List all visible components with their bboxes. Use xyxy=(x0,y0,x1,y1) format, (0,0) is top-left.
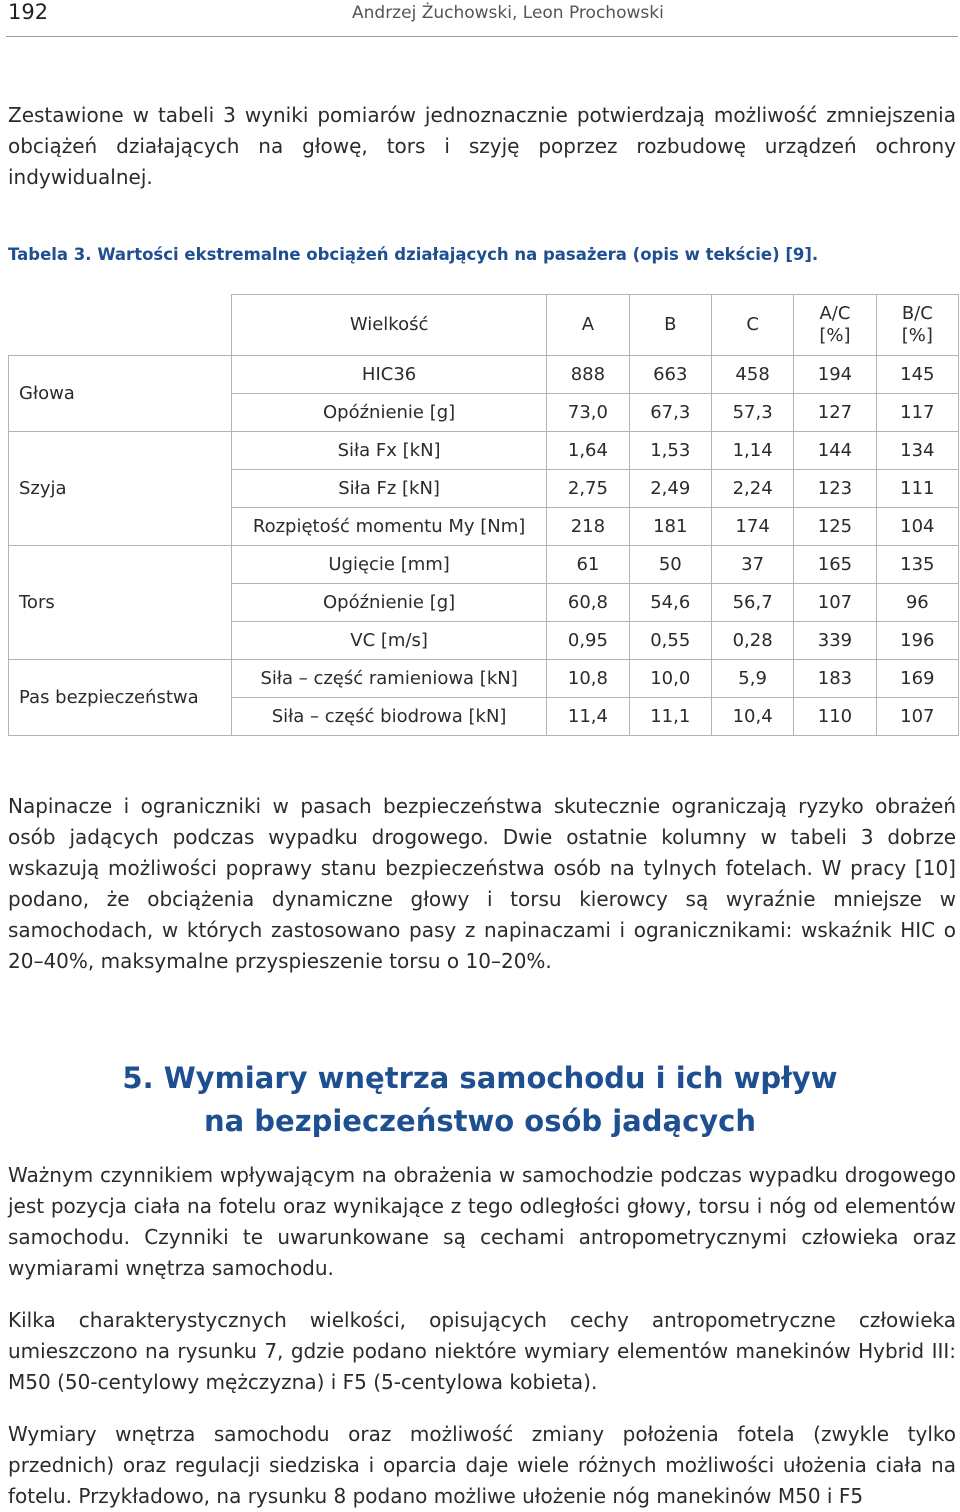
table-cell: 61 xyxy=(547,546,629,584)
table-cell: 1,64 xyxy=(547,432,629,470)
table-cell: 127 xyxy=(794,394,876,432)
body-paragraph: Ważnym czynnikiem wpływającym na obrażenia w samochodzie podczas wypadku drogowego jest pozycja ciała na fotelu oraz wynikające z tego odległości głowy, torsu i nóg od elementów samochodu. Czynniki te uwarunkowane są cechami antropometrycznymi człowieka oraz wymiarami wnętrza samochodu. xyxy=(8,1163,956,1280)
table-cell: 339 xyxy=(794,622,876,660)
table-cell: 174 xyxy=(711,508,793,546)
section-heading-line: na bezpieczeństwo osób jadących xyxy=(203,1104,757,1138)
table-cell: 11,1 xyxy=(629,698,711,736)
table-cell: 110 xyxy=(794,698,876,736)
table-row-label: Opóźnienie [g] xyxy=(231,584,546,622)
table-cell: 165 xyxy=(794,546,876,584)
table-cell: 125 xyxy=(794,508,876,546)
table-cell: 123 xyxy=(794,470,876,508)
table-body xyxy=(9,356,959,736)
table-cell: 107 xyxy=(794,584,876,622)
table-cell: 10,0 xyxy=(629,660,711,698)
section-heading-line: 5. Wymiary wnętrza samochodu i ich wpływ xyxy=(122,1061,838,1095)
table-cell: 218 xyxy=(547,508,629,546)
table-cell: 0,95 xyxy=(547,622,629,660)
table-cell: 169 xyxy=(876,660,958,698)
header-divider xyxy=(6,36,958,37)
table-group-label: Pas bezpieczeństwa xyxy=(9,660,232,736)
table-cell: 2,75 xyxy=(547,470,629,508)
table-caption-text: Wartości ekstremalne obciążeń działających na pasażera (opis w tekście) [9]. xyxy=(97,245,819,264)
table-row-label: Opóźnienie [g] xyxy=(231,394,546,432)
table-header-text: A/C [%] xyxy=(819,303,851,346)
running-head-authors: Andrzej Żuchowski, Leon Prochowski xyxy=(352,3,664,23)
table-cell: 57,3 xyxy=(711,394,793,432)
table-header-text: B/C [%] xyxy=(901,303,933,346)
table-row-label: Siła – część biodrowa [kN] xyxy=(231,698,546,736)
table-cell: 37 xyxy=(711,546,793,584)
table-cell: 458 xyxy=(711,356,793,394)
table-row-label: VC [m/s] xyxy=(231,622,546,660)
intro-paragraph: Zestawione w tabeli 3 wyniki pomiarów jednoznacznie potwierdzają możliwość zmniejszenia obciążeń działających na głowę, tors i szyję poprzez rozbudowę urządzeń ochrony indywidualnej. xyxy=(8,103,956,189)
table-cell: 196 xyxy=(876,622,958,660)
page-header xyxy=(0,0,960,34)
table-cell: 54,6 xyxy=(629,584,711,622)
results-table xyxy=(8,294,959,736)
table-cell: 2,24 xyxy=(711,470,793,508)
table-row-label: Siła – część ramieniowa [kN] xyxy=(231,660,546,698)
table-cell: 73,0 xyxy=(547,394,629,432)
table-cell: 181 xyxy=(629,508,711,546)
table-cell: 0,55 xyxy=(629,622,711,660)
table-cell: 104 xyxy=(876,508,958,546)
table-group-label: Tors xyxy=(9,546,232,660)
table-cell: 2,49 xyxy=(629,470,711,508)
table-group-label: Głowa xyxy=(9,356,232,432)
table-cell: 144 xyxy=(794,432,876,470)
body-paragraph: Wymiary wnętrza samochodu oraz możliwość zmiany położenia fotela (zwykle tylko przednich) oraz regulacji siedziska i oparcia daje wiele różnych możliwości ułożenia ciała na fotelu. Przykładowo, na rysunku 8 podano możliwe ułożenie nóg manekinów M50 i F5 xyxy=(8,1422,956,1508)
table-cell: 111 xyxy=(876,470,958,508)
table-header-row xyxy=(9,295,959,356)
table-row xyxy=(9,356,959,394)
table-header-cell xyxy=(876,295,958,356)
table-cell: 10,4 xyxy=(711,698,793,736)
table-cell: 56,7 xyxy=(711,584,793,622)
table-cell: 194 xyxy=(794,356,876,394)
table-header-cell: B xyxy=(629,295,711,356)
body-paragraph: Kilka charakterystycznych wielkości, opisujących cechy antropometryczne człowieka umieszczono na rysunku 7, gdzie podano niektóre wymiary elementów manekinów Hybrid III: M50 (50-centylowy mężczyzna) i F5 (5-centylowa kobieta). xyxy=(8,1308,956,1394)
table-row-label: Siła Fz [kN] xyxy=(231,470,546,508)
table-header-blank xyxy=(9,295,232,356)
page-number: 192 xyxy=(8,0,49,24)
table-cell: 663 xyxy=(629,356,711,394)
table-cell: 888 xyxy=(547,356,629,394)
table-cell: 117 xyxy=(876,394,958,432)
table-cell: 107 xyxy=(876,698,958,736)
table-row xyxy=(9,432,959,470)
table-row-label: Rozpiętość momentu My [Nm] xyxy=(231,508,546,546)
section-heading xyxy=(0,1057,960,1143)
table-caption-label: Tabela 3. xyxy=(8,245,92,264)
table-caption xyxy=(8,245,818,264)
table-cell: 1,14 xyxy=(711,432,793,470)
table-cell: 11,4 xyxy=(547,698,629,736)
table-header-cell xyxy=(794,295,876,356)
table-row-label: Siła Fx [kN] xyxy=(231,432,546,470)
table-cell: 50 xyxy=(629,546,711,584)
table-row xyxy=(9,546,959,584)
table-header-cell: C xyxy=(711,295,793,356)
body-paragraph: Napinacze i ograniczniki w pasach bezpieczeństwa skutecznie ograniczają ryzyko obrażeń osób jadących podczas wypadku drogowego. Dwie ostatnie kolumny w tabeli 3 dobrze wskazują możliwości poprawy stanu bezpieczeństwa osób na tylnych fotelach. W pracy [10] podano, że obciążenia dynamiczne głowy i torsu kierowcy są wyraźnie mniejsze w samochodach, w których zastosowano pasy z napinaczami i ogranicznikami: wskaźnik HIC o 20–40%, maksymalne przyspieszenie torsu o 10–20%. xyxy=(8,794,956,973)
table-cell: 10,8 xyxy=(547,660,629,698)
table-cell: 60,8 xyxy=(547,584,629,622)
table-cell: 5,9 xyxy=(711,660,793,698)
table-cell: 135 xyxy=(876,546,958,584)
table-header-cell: A xyxy=(547,295,629,356)
table-cell: 1,53 xyxy=(629,432,711,470)
table-row-label: HIC36 xyxy=(231,356,546,394)
table-group-label: Szyja xyxy=(9,432,232,546)
table-cell: 96 xyxy=(876,584,958,622)
table-header-cell: Wielkość xyxy=(231,295,546,356)
table-row-label: Ugięcie [mm] xyxy=(231,546,546,584)
table-cell: 145 xyxy=(876,356,958,394)
table-cell: 0,28 xyxy=(711,622,793,660)
table-row xyxy=(9,660,959,698)
table-cell: 183 xyxy=(794,660,876,698)
table-cell: 67,3 xyxy=(629,394,711,432)
table-cell: 134 xyxy=(876,432,958,470)
